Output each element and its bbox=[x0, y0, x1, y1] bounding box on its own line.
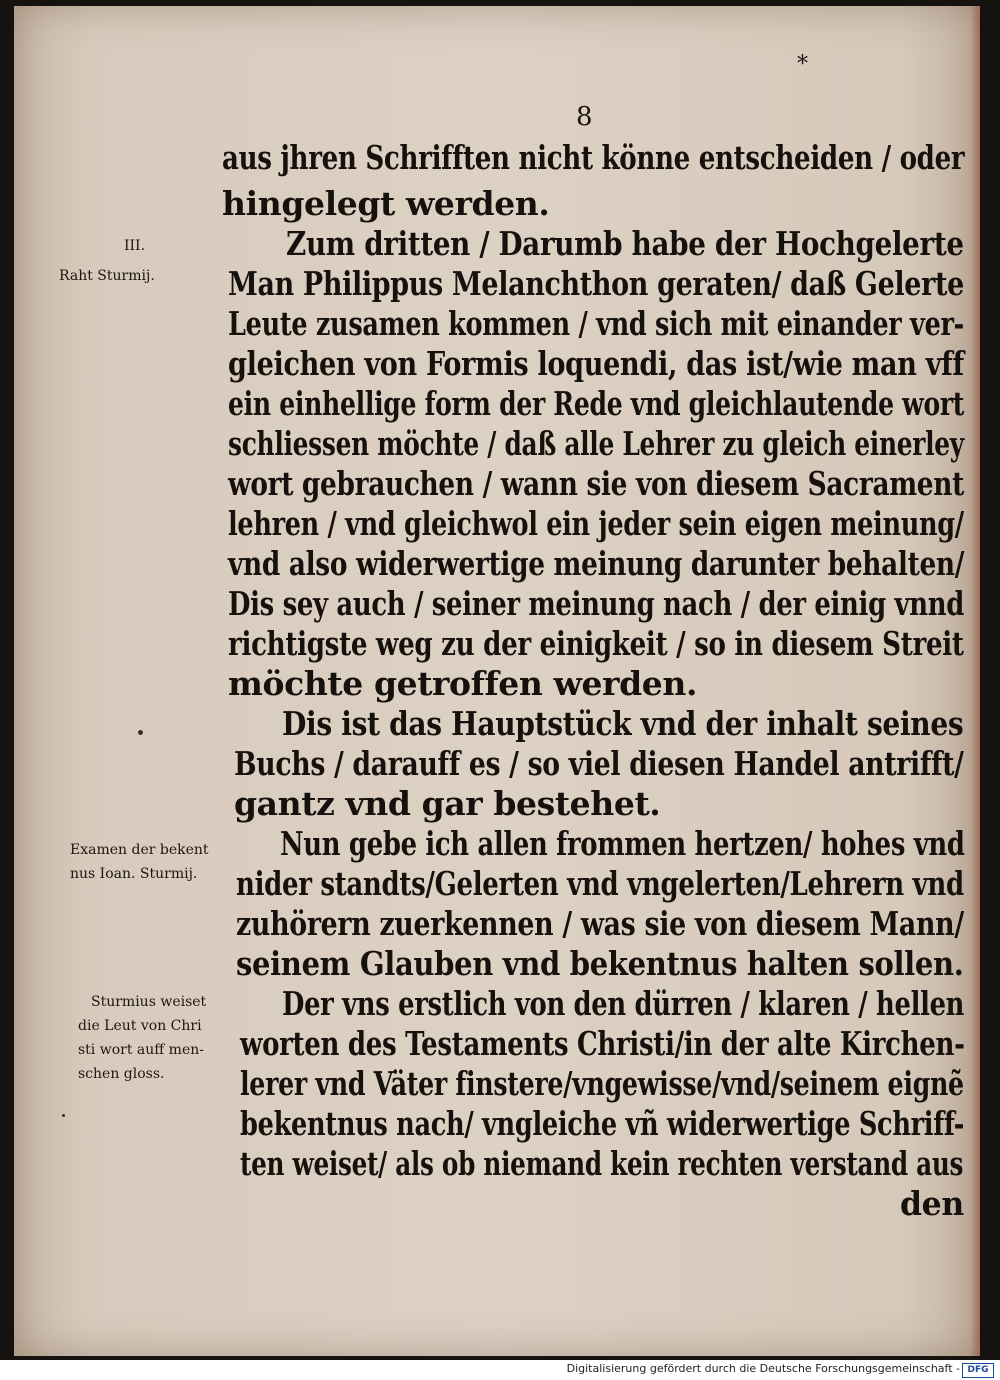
ink-speck bbox=[138, 730, 143, 735]
body-line: Dis sey auch / seiner meinung nach / der einig vnnd bbox=[228, 584, 965, 623]
body-line: seinem Glauben vnd bekentnus halten sollen. bbox=[236, 944, 964, 983]
body-line: zuhörern zuerkennen / was sie von diesem Mann/ bbox=[236, 904, 964, 943]
body-line: worten des Testaments Christi/in der alte Kirchen- bbox=[240, 1024, 965, 1063]
body-line: Man Philippus Melanchthon geraten/ daß Gelerte bbox=[228, 264, 964, 303]
body-line: Buchs / darauff es / so viel diesen Handel antrifft/ bbox=[234, 744, 964, 783]
body-line: möchte getroffen werden. bbox=[228, 664, 698, 703]
margin-note-line: nus Ioan. Sturmij. bbox=[70, 866, 198, 882]
page-edge-shadow bbox=[970, 6, 980, 1356]
margin-note-line: die Leut von Chri bbox=[78, 1018, 202, 1034]
body-line: ein einhellige form der Rede vnd gleichlautende wort bbox=[228, 384, 965, 423]
body-line: aus jhren Schrifften nicht könne entscheiden / oder bbox=[222, 138, 965, 177]
dfg-logo-icon[interactable]: DFG bbox=[962, 1363, 994, 1378]
body-line: gantz vnd gar bestehet. bbox=[234, 784, 661, 823]
margin-note-line: Examen der bekent bbox=[70, 842, 209, 858]
body-line: Der vns erstlich von den dürren / klaren / hellen bbox=[282, 984, 965, 1023]
body-line: Leute zusamen kommen / vnd sich mit einander ver- bbox=[228, 304, 964, 343]
body-line: ten weiset/ als ob niemand kein rechten verstand aus bbox=[240, 1144, 964, 1183]
margin-note-line: schen gloss. bbox=[78, 1066, 165, 1082]
body-line: gleichen von Formis loquendi, das ist/wie man vff bbox=[228, 344, 964, 383]
body-line: Dis ist das Hauptstück vnd der inhalt seines bbox=[282, 704, 964, 743]
footer-bar bbox=[0, 1360, 1000, 1380]
margin-note-line: Sturmius weiset bbox=[91, 994, 207, 1010]
footer-credit: Digitalisierung gefördert durch die Deutsche Forschungsgemeinschaft - bbox=[566, 1362, 960, 1375]
body-line: schliessen möchte / daß alle Lehrer zu gleich einerley bbox=[228, 424, 964, 463]
book-page bbox=[14, 6, 980, 1356]
body-line: lerer vnd Väter finstere/vngewisse/vnd/seinem eignẽ bbox=[240, 1064, 964, 1103]
page-number: 8 bbox=[576, 102, 593, 132]
catchword: den bbox=[900, 1184, 964, 1223]
body-line: Zum dritten / Darumb habe der Hochgelerte bbox=[286, 224, 964, 263]
body-line: richtigste weg zu der einigkeit / so in diesem Streit bbox=[228, 624, 964, 663]
body-line: lehren / vnd gleichwol ein jeder sein eigen meinung/ bbox=[228, 504, 964, 543]
margin-note-line: III. bbox=[124, 238, 146, 254]
body-line: vnd also widerwertige meinung darunter behalten/ bbox=[228, 544, 965, 583]
body-line: Nun gebe ich allen frommen hertzen/ hohes vnd bbox=[280, 824, 965, 863]
body-line: nider standts/Gelerten vnd vngelerten/Lehrern vnd bbox=[236, 864, 964, 903]
body-line: wort gebrauchen / wann sie von diesem Sacrament bbox=[228, 464, 964, 503]
margin-note-line: sti wort auff men- bbox=[78, 1042, 204, 1058]
ink-speck bbox=[62, 1114, 65, 1117]
signature-mark: * bbox=[797, 52, 808, 77]
body-line: hingelegt werden. bbox=[222, 184, 550, 223]
margin-note-line: Raht Sturmij. bbox=[59, 268, 155, 284]
body-line: bekentnus nach/ vngleiche vñ widerwertige Schriff- bbox=[240, 1104, 965, 1143]
